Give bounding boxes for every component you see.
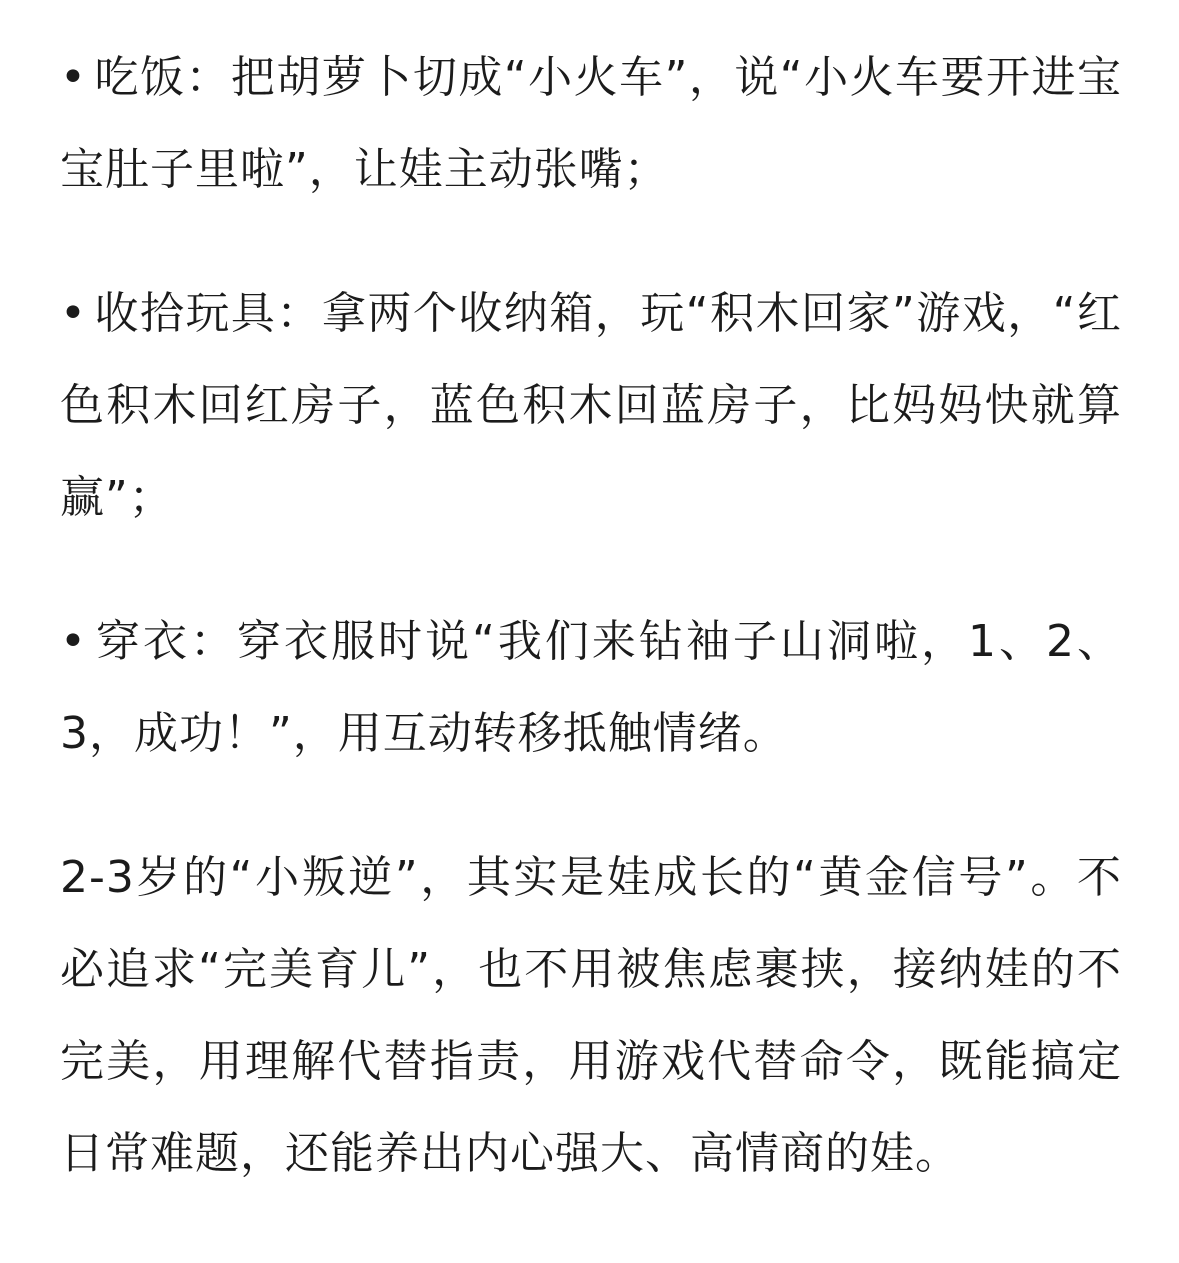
tip-eating: [60, 32, 1122, 216]
tip-eating-text: 吃饭：把胡萝卜切成“小火车”，说“小火车要开进宝宝肚子里啦”，让娃主动张嘴；: [60, 52, 1122, 195]
tip-tidying-toys-text: 收拾玩具：拿两个收纳箱，玩“积木回家”游戏，“红色积木回红房子，蓝色积木回蓝房子，比妈妈快就算赢”；: [60, 288, 1122, 523]
tip-dressing-text: 穿衣：穿衣服时说“我们来钻袖子山洞啦，1、2、3，成功！”，用互动转移抵触情绪。: [60, 616, 1122, 759]
bullet-dot: •: [60, 288, 87, 339]
article-body: [60, 32, 1122, 1200]
tip-dressing: [60, 596, 1122, 780]
conclusion-text: 2-3岁的“小叛逆”，其实是娃成长的“黄金信号”。不必追求“完美育儿”，也不用被焦虑裹挟，接纳娃的不完美，用理解代替指责，用游戏代替命令，既能搞定日常难题，还能养出内心强大、高情商的娃。: [60, 852, 1122, 1179]
bullet-dot: •: [60, 616, 87, 667]
conclusion-paragraph: [60, 832, 1122, 1200]
bullet-dot: •: [60, 52, 87, 103]
tip-tidying-toys: [60, 268, 1122, 544]
